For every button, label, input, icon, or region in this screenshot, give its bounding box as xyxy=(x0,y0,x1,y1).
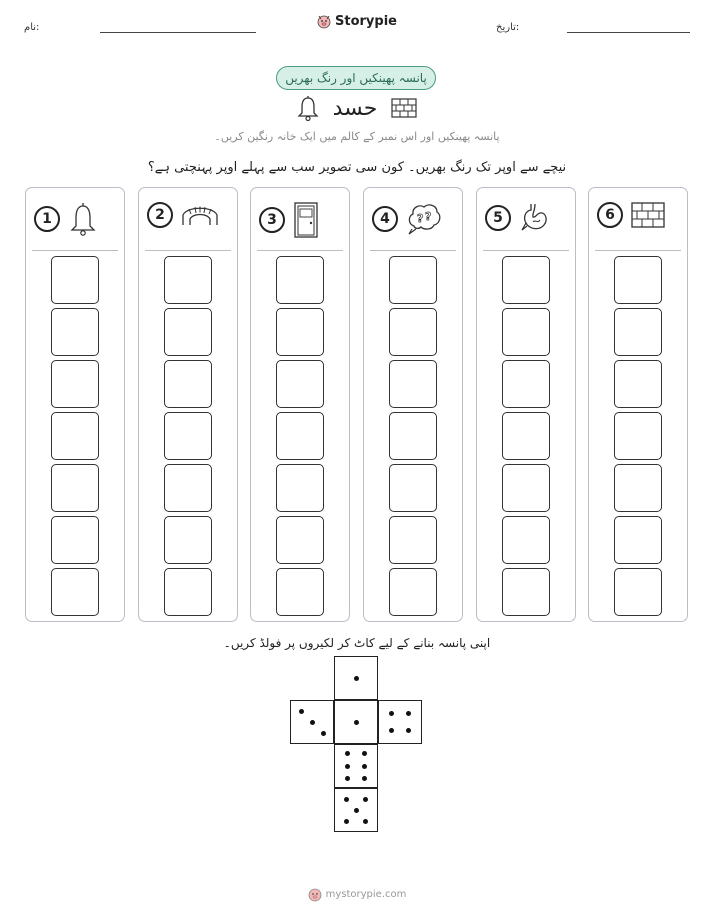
name-label: نام: xyxy=(24,22,40,33)
color-cell[interactable] xyxy=(389,464,437,512)
die-face-1 xyxy=(334,700,378,744)
column-divider xyxy=(370,250,456,251)
column-1 xyxy=(25,187,125,622)
die-pip xyxy=(299,709,304,714)
die-pip xyxy=(354,808,359,813)
color-cell[interactable] xyxy=(164,568,212,616)
die-face-5 xyxy=(334,788,378,832)
column-divider xyxy=(483,250,569,251)
color-cell[interactable] xyxy=(389,568,437,616)
color-cell[interactable] xyxy=(276,256,324,304)
date-label: تاریخ: xyxy=(496,22,520,33)
die-pip xyxy=(345,776,350,781)
die-pip xyxy=(406,711,411,716)
die-pip xyxy=(310,720,315,725)
bell-icon xyxy=(297,95,319,121)
color-cell[interactable] xyxy=(51,516,99,564)
color-cell[interactable] xyxy=(51,360,99,408)
color-cell[interactable] xyxy=(164,308,212,356)
color-cell[interactable] xyxy=(389,308,437,356)
door-icon xyxy=(293,202,319,238)
column-header xyxy=(259,202,319,238)
brick-wall-icon xyxy=(631,202,665,228)
footer-url: mystorypie.com xyxy=(325,888,407,900)
die-face-3 xyxy=(290,700,334,744)
column-4 xyxy=(363,187,463,622)
column-2 xyxy=(138,187,238,622)
die-net xyxy=(290,656,424,834)
column-divider xyxy=(32,250,118,251)
color-cell[interactable] xyxy=(614,464,662,512)
column-number: 1 xyxy=(34,206,60,232)
activity-pill: پانسہ پھینکیں اور رنگ بھریں xyxy=(276,66,436,90)
color-cell[interactable] xyxy=(614,516,662,564)
color-cell[interactable] xyxy=(164,516,212,564)
die-pip xyxy=(389,728,394,733)
die-pip xyxy=(362,764,367,769)
die-face-6 xyxy=(334,744,378,788)
color-cell[interactable] xyxy=(276,308,324,356)
color-cell[interactable] xyxy=(614,360,662,408)
color-cell[interactable] xyxy=(502,464,550,512)
color-cell[interactable] xyxy=(276,464,324,512)
svg-text:?: ? xyxy=(417,212,424,225)
subtitle: پانسہ پھینکیں اور اس نمبر کے کالم میں ایک خانہ رنگین کریں۔ xyxy=(214,130,500,143)
color-cell[interactable] xyxy=(614,308,662,356)
color-cell[interactable] xyxy=(164,256,212,304)
color-cell[interactable] xyxy=(502,256,550,304)
column-header xyxy=(34,202,98,236)
color-cell[interactable] xyxy=(502,360,550,408)
column-divider xyxy=(257,250,343,251)
footer xyxy=(0,886,714,902)
storypie-logo xyxy=(0,13,714,29)
bridge-icon xyxy=(181,203,219,227)
die-pip xyxy=(344,819,349,824)
die-pip xyxy=(345,751,350,756)
color-cell[interactable] xyxy=(51,256,99,304)
column-5 xyxy=(476,187,576,622)
die-pip xyxy=(363,819,368,824)
color-cell[interactable] xyxy=(164,464,212,512)
pig-mascot-icon xyxy=(317,13,331,29)
die-pip xyxy=(344,797,349,802)
color-cell[interactable] xyxy=(164,412,212,460)
column-header xyxy=(372,202,442,236)
name-field-line[interactable] xyxy=(100,32,256,33)
die-pip xyxy=(406,728,411,733)
color-cell[interactable] xyxy=(502,412,550,460)
color-cell[interactable] xyxy=(276,412,324,460)
color-cell[interactable] xyxy=(502,568,550,616)
color-cell[interactable] xyxy=(614,568,662,616)
column-header xyxy=(147,202,219,228)
color-cell[interactable] xyxy=(614,256,662,304)
die-face-1 xyxy=(334,656,378,700)
color-cell[interactable] xyxy=(276,516,324,564)
column-number: 6 xyxy=(597,202,623,228)
color-cell[interactable] xyxy=(502,516,550,564)
color-cell[interactable] xyxy=(276,360,324,408)
column-divider xyxy=(595,250,681,251)
svg-text:?: ? xyxy=(425,210,432,223)
pig-mascot-icon xyxy=(308,886,322,902)
die-pip xyxy=(354,720,359,725)
column-header xyxy=(485,202,549,234)
color-cell[interactable] xyxy=(502,308,550,356)
color-cell[interactable] xyxy=(51,568,99,616)
column-header xyxy=(597,202,665,228)
title-row xyxy=(0,95,714,121)
die-pip xyxy=(389,711,394,716)
color-cell[interactable] xyxy=(389,412,437,460)
column-number: 2 xyxy=(147,202,173,228)
column-6 xyxy=(588,187,688,622)
die-face-4 xyxy=(378,700,422,744)
question: نیچے سے اوپر تک رنگ بھریں۔ کون سی تصویر سب سے پہلے اوپر پہنچتی ہے؟ xyxy=(147,160,567,175)
date-field-line[interactable] xyxy=(567,32,690,33)
color-cell[interactable] xyxy=(389,256,437,304)
column-3 xyxy=(250,187,350,622)
color-cell[interactable] xyxy=(614,412,662,460)
color-cell[interactable] xyxy=(389,360,437,408)
thought-bubble-icon xyxy=(406,202,442,236)
cut-instruction: اپنی پانسہ بنانے کے لیے کاٹ کر لکیروں پر فولڈ کریں۔ xyxy=(223,636,491,650)
die-pip xyxy=(345,764,350,769)
brick-wall-icon xyxy=(391,98,417,118)
color-cell[interactable] xyxy=(389,516,437,564)
die-pip xyxy=(362,751,367,756)
bell-icon xyxy=(68,202,98,236)
page-title: حسد xyxy=(332,95,378,121)
column-divider xyxy=(145,250,231,251)
die-pip xyxy=(362,776,367,781)
die-pip xyxy=(321,731,326,736)
color-cell[interactable] xyxy=(51,464,99,512)
color-cell[interactable] xyxy=(51,308,99,356)
logo-text: Storypie xyxy=(335,13,397,29)
die-pip xyxy=(354,676,359,681)
die-pip xyxy=(363,797,368,802)
stomach-icon xyxy=(519,202,549,234)
color-cell[interactable] xyxy=(51,412,99,460)
color-cell[interactable] xyxy=(276,568,324,616)
column-number: 5 xyxy=(485,205,511,231)
column-number: 3 xyxy=(259,207,285,233)
column-number: 4 xyxy=(372,206,398,232)
color-cell[interactable] xyxy=(164,360,212,408)
